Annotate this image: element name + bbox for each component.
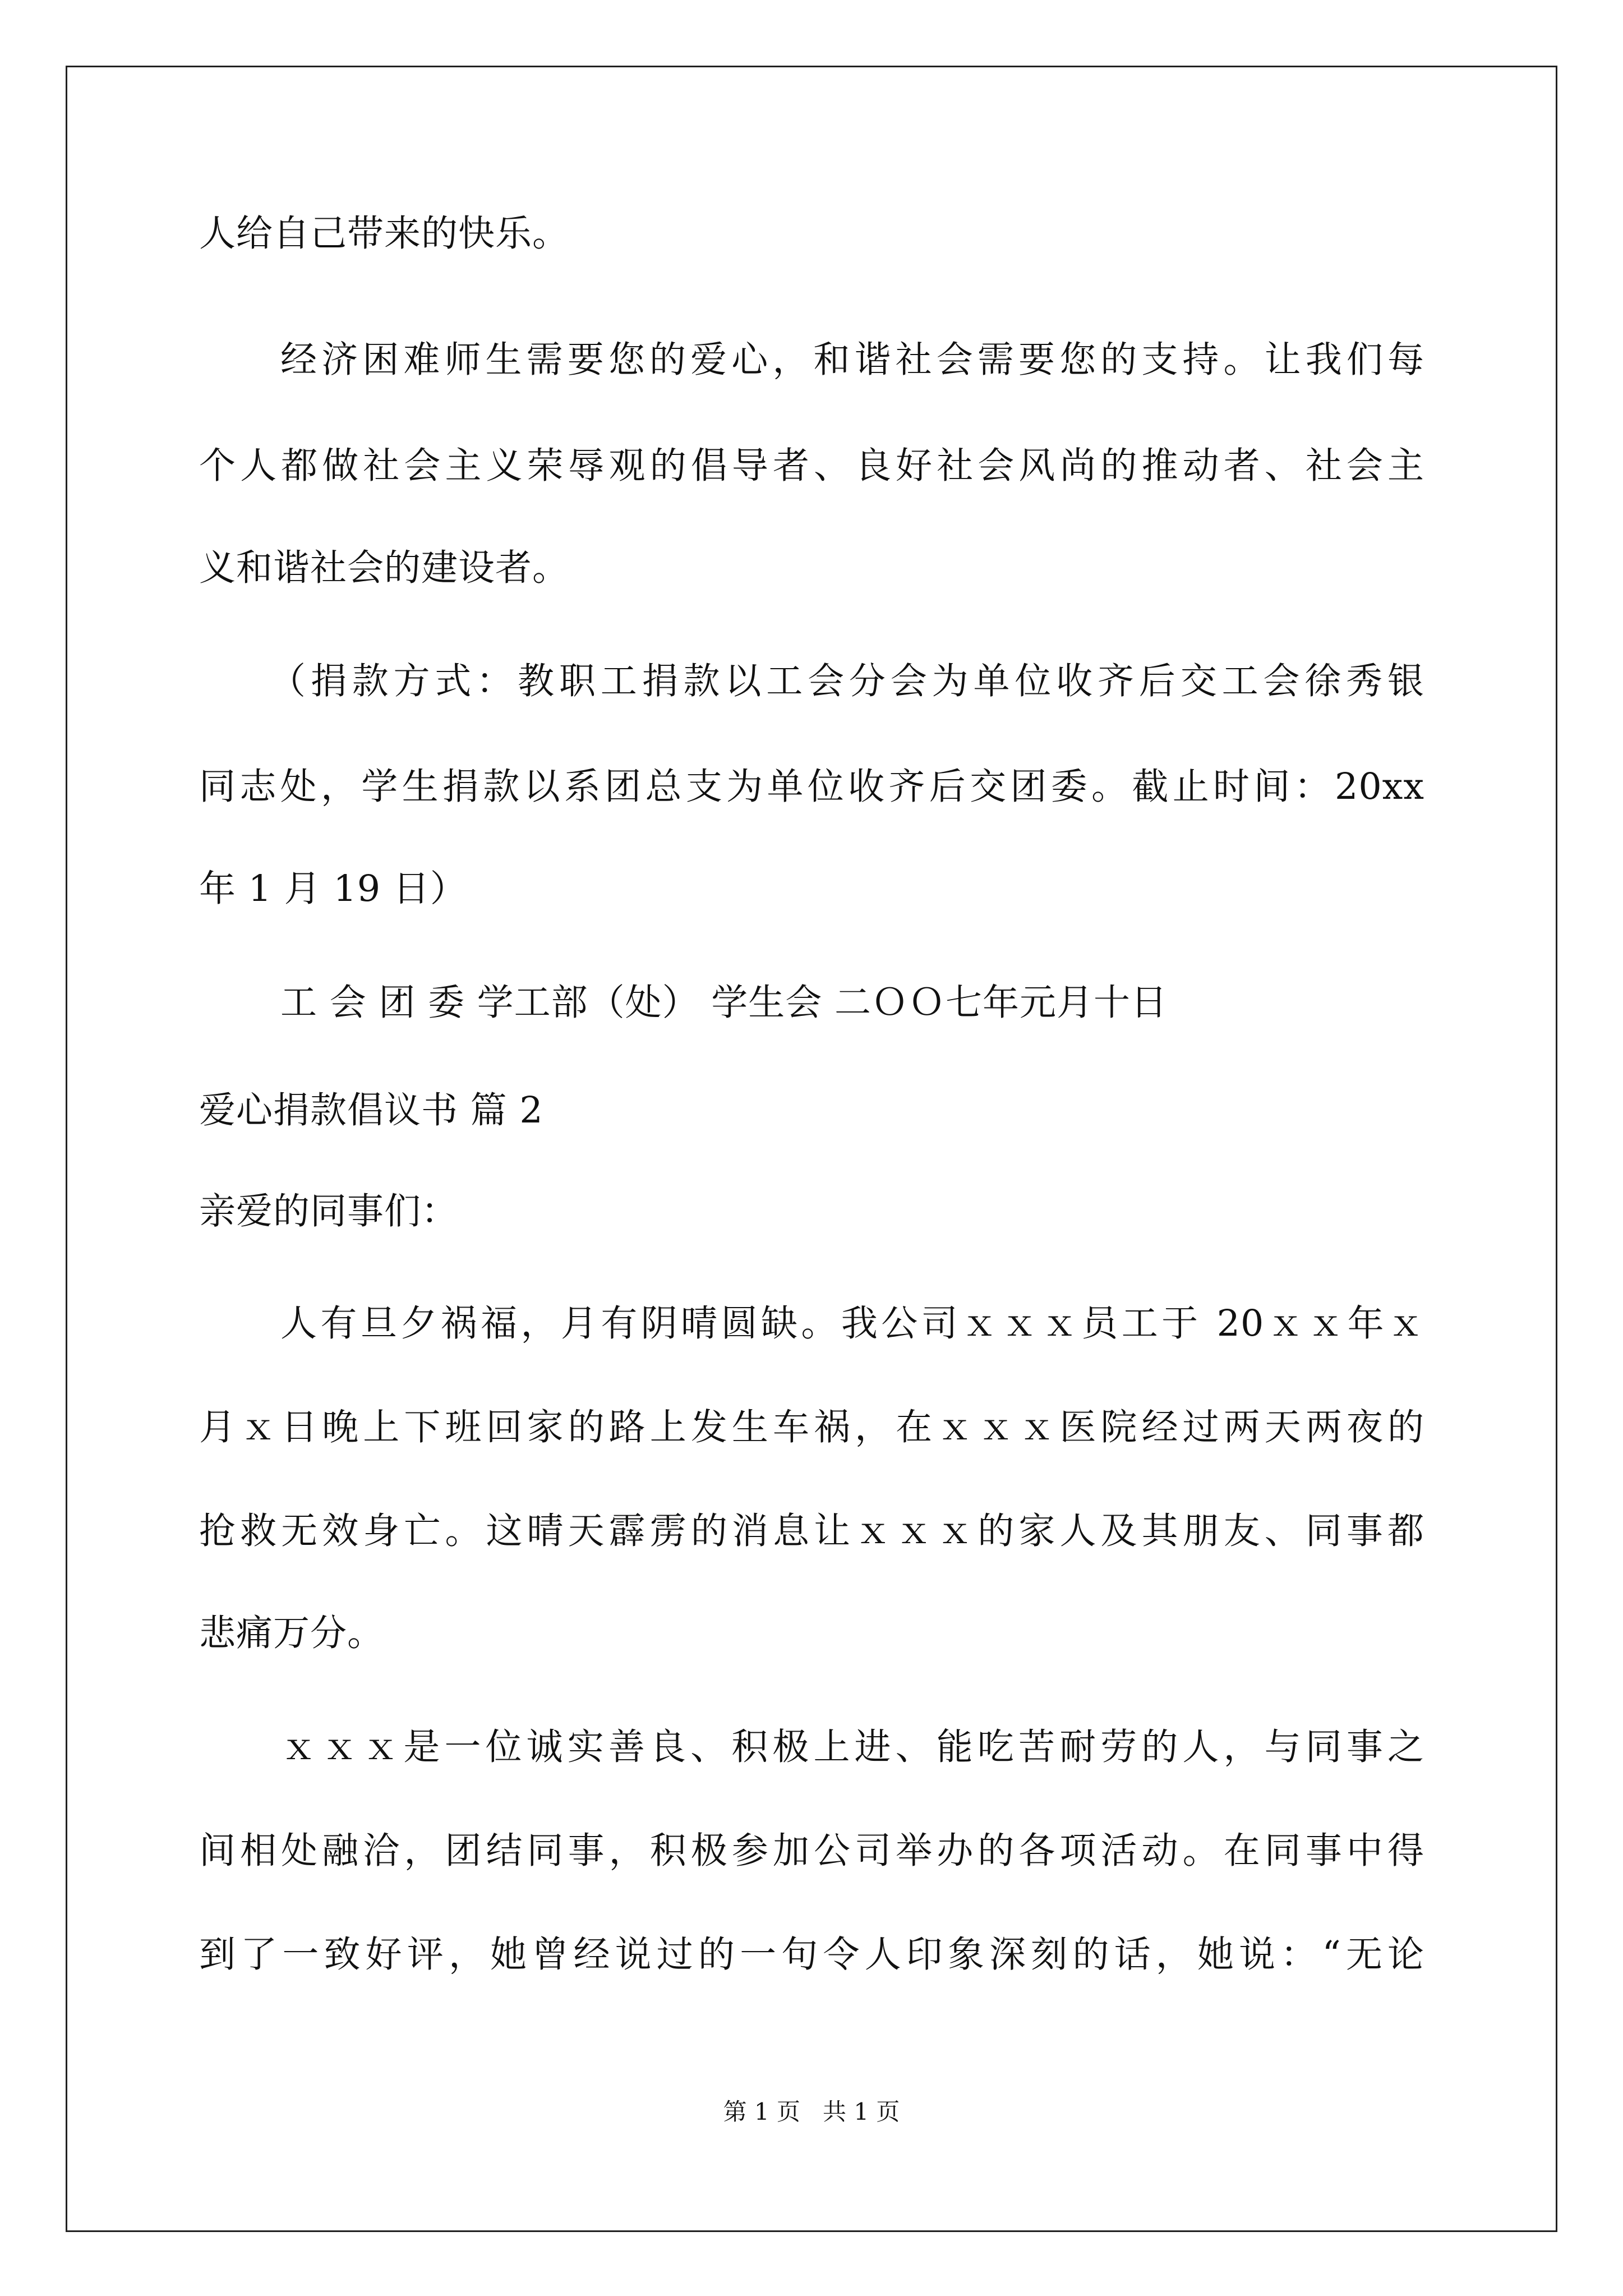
- body-line-1: 人给自己带来的快乐。: [199, 213, 570, 255]
- body-line-2: 经济困难师生需要您的爱心，和谐社会需要您的支持。让我们每: [280, 339, 1424, 381]
- body-line-9: 月ｘ日晚上下班回家的路上发生车祸，在ｘｘｘ医院经过两天两夜的: [199, 1406, 1424, 1448]
- body-line-3: 个人都做社会主义荣辱观的倡导者、良好社会风尚的推动者、社会主: [199, 445, 1424, 487]
- page-border: [66, 66, 1557, 2232]
- section-heading: 爱心捐款倡议书 篇 2: [199, 1089, 543, 1131]
- page-total: 共 1 页: [823, 2098, 900, 2125]
- body-line-4: 义和谐社会的建设者。: [199, 547, 570, 589]
- body-line-7: 年 1 月 19 日）: [199, 868, 467, 910]
- page-number: 第 1 页: [723, 2098, 800, 2125]
- body-line-12: ｘｘｘ是一位诚实善良、积极上进、能吃苦耐劳的人，与同事之: [280, 1726, 1424, 1768]
- body-line-10: 抢救无效身亡。这晴天霹雳的消息让ｘｘｘ的家人及其朋友、同事都: [199, 1510, 1424, 1552]
- salutation: 亲爱的同事们：: [199, 1190, 459, 1232]
- body-line-8: 人有旦夕祸福，月有阴晴圆缺。我公司ｘｘｘ员工于 20ｘｘ年ｘ: [280, 1303, 1424, 1345]
- signature-line: 工 会 团 委 学工部（处） 学生会 二ＯＯ七年元月十日: [280, 982, 1168, 1024]
- body-line-13: 间相处融洽，团结同事，积极参加公司举办的各项活动。在同事中得: [199, 1830, 1424, 1872]
- body-line-6: 同志处，学生捐款以系团总支为单位收齐后交团委。截止时间：20xx: [199, 766, 1424, 808]
- body-line-11: 悲痛万分。: [199, 1612, 385, 1654]
- body-line-5: （捐款方式：教职工捐款以工会分会为单位收齐后交工会徐秀银: [269, 660, 1424, 702]
- page-footer: [0, 2095, 1623, 2129]
- body-line-14: 到了一致好评，她曾经说过的一句令人印象深刻的话，她说：“无论: [199, 1934, 1424, 1976]
